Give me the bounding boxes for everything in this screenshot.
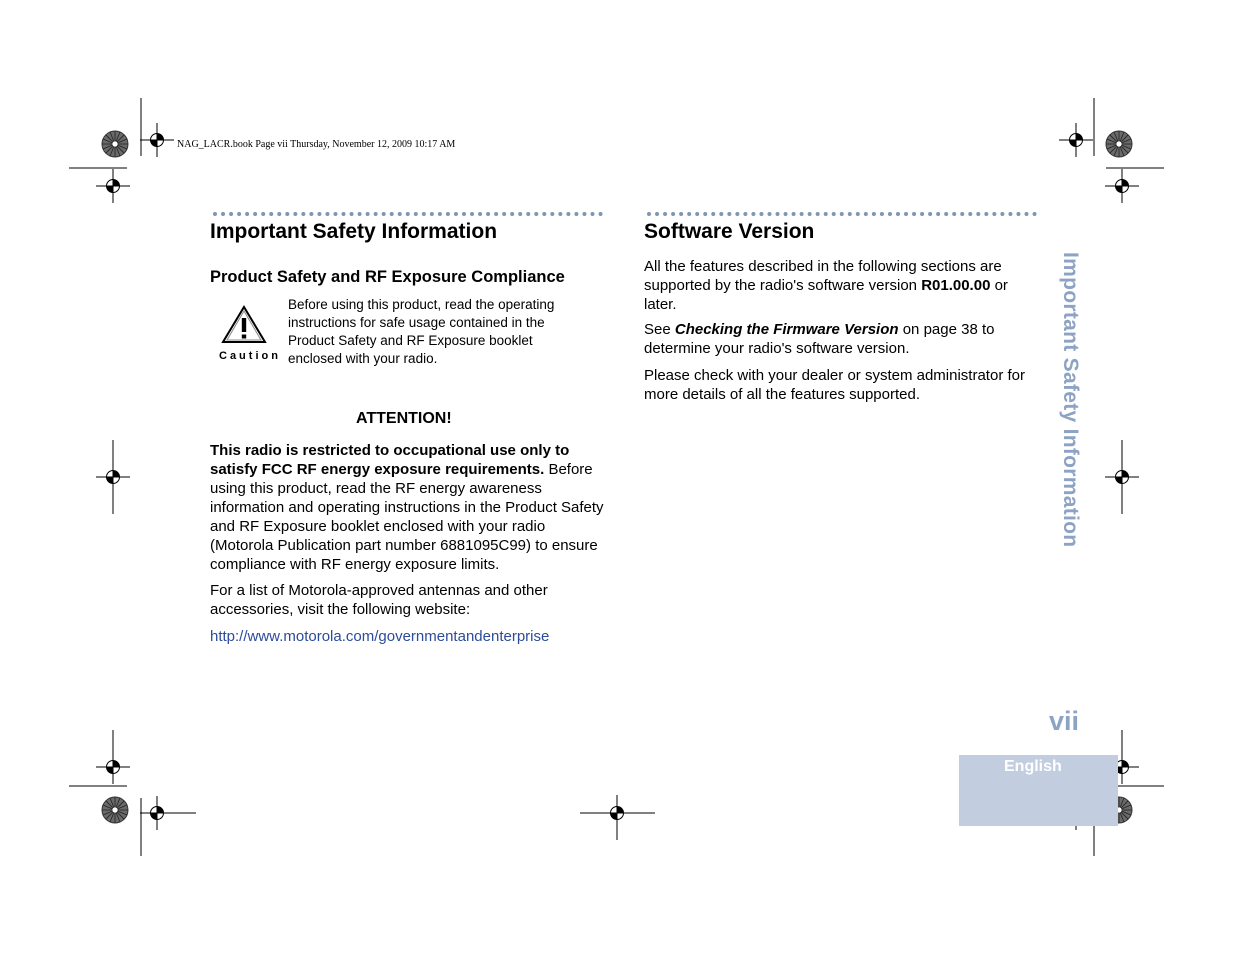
attention-heading: ATTENTION!	[356, 410, 452, 427]
caution-label: Caution	[219, 350, 281, 362]
p2-suffix: on page 38 to determine your radio's software version.	[644, 321, 995, 357]
section-rule-left	[213, 212, 603, 216]
section-title-software: Software Version	[644, 220, 815, 243]
caution-icon	[220, 305, 268, 350]
accessories-text: For a list of Motorola-approved antennas and other accessories, visit the following website:	[210, 582, 548, 618]
p1-text: All the features described in the following sections are supported by the radio's software version	[644, 258, 1002, 294]
section-title-safety: Important Safety Information	[210, 220, 498, 243]
restriction-text: Before using this product, read the RF energy awareness information and operating instructions in the Product Safety and RF Exposure booklet enclosed with your radio (Motorola Publication part number 6881095C99) to ensure compliance with RF energy exposure limits.	[210, 461, 604, 573]
p1-suffix: or later.	[644, 277, 1008, 313]
subsection-title-rf: Product Safety and RF Exposure Compliance	[210, 268, 565, 286]
caution-text: Before using this product, read the operating instructions for safe usage contained in the Product Safety and RF Exposure booklet enclosed with your radio.	[288, 297, 555, 366]
page-number: vii	[1049, 706, 1080, 736]
motorola-website-link[interactable]: http://www.motorola.com/governmentandenterprise	[210, 628, 550, 645]
software-paragraph-2	[644, 320, 1034, 358]
side-section-title: Important Safety Information	[1059, 252, 1082, 548]
p2-prefix: See	[644, 321, 675, 338]
restriction-bold: This radio is restricted to occupational use only to satisfy FCC RF energy exposure requirements.	[210, 442, 570, 478]
software-version-value: R01.00.00	[921, 277, 991, 294]
book-header-line: NAG_LACR.book Page vii Thursday, November 12, 2009 10:17 AM	[177, 139, 456, 150]
firmware-version-reference: Checking the Firmware Version	[674, 321, 899, 338]
software-paragraph-3: Please check with your dealer or system administrator for more details of all the features supported.	[644, 367, 1025, 403]
software-paragraph-1	[644, 257, 1034, 314]
restriction-block	[210, 441, 605, 574]
section-rule-right	[647, 212, 1037, 216]
language-label: English	[1004, 758, 1062, 775]
